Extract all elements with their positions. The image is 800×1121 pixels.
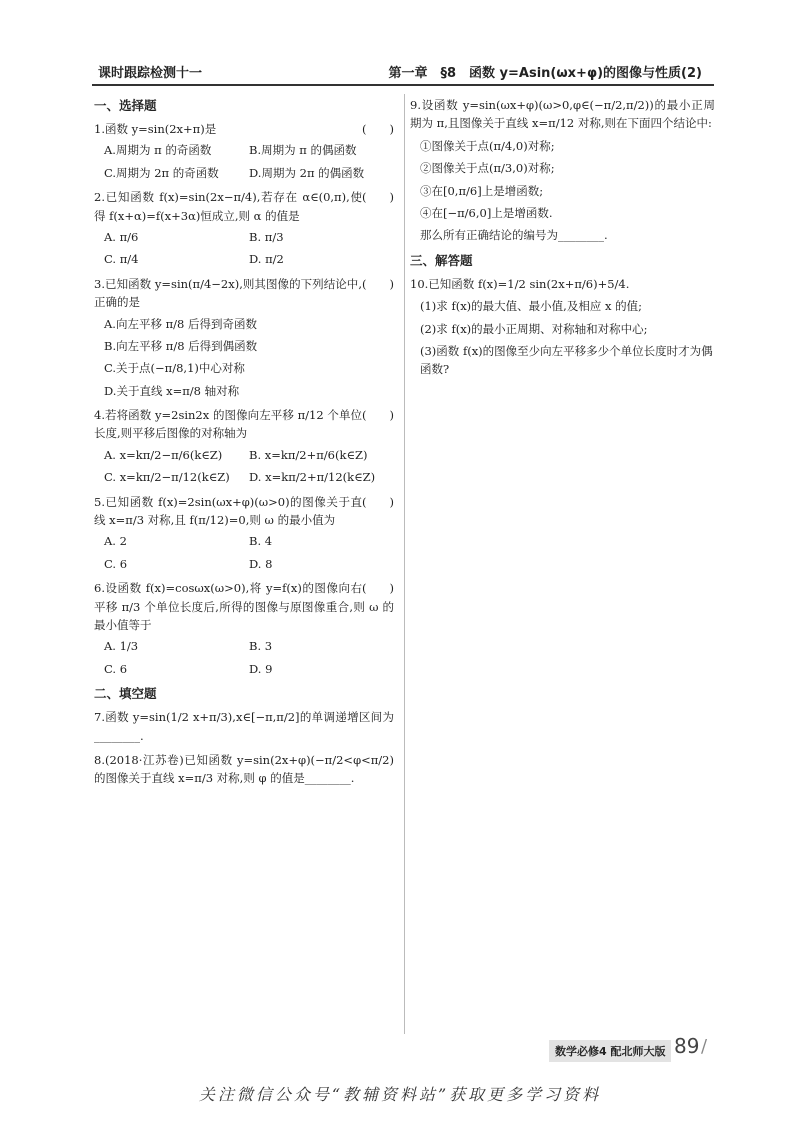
answer-paren: ( ) [362,122,394,136]
section-answer: 三、解答题 [410,252,473,268]
option-d: D. x=kπ/2+π/12(k∈Z) [249,470,376,485]
question-text: 5.已知函数 f(x)=2sin(ωx+φ)(ω>0)的图像关于直线 x=π/3 对称,且 f(π/12)=0,则 ω 的最小值为 [94,494,363,528]
question-8 [94,751,394,788]
question-text: 4.若将函数 y=2sin2x 的图像向左平移 π/12 个单位长度,则平移后图像的对称轴为 [94,408,363,441]
option-b: B. 4 [249,534,273,549]
option-d: D. 9 [249,661,273,676]
question-text: 9.设函数 y=sin(ωx+φ)(ω>0,φ∈(−π/2,π/2))的最小正周期为 π,且图像关于直线 x=π/12 对称,则在下面四个结论中: [410,98,715,131]
option-b: B. 3 [249,639,273,654]
question-10 [410,275,715,379]
question-3 [94,275,394,400]
option-a: A. 1/3 [104,639,139,654]
section-fill: 二、填空题 [94,686,157,702]
option-c: C. 6 [104,661,128,676]
header-right-title: 第一章 §8 函数 y=Asin(ωx+φ)的图像与性质(2) [388,66,702,81]
subquestion-2: (2)求 f(x)的最小正周期、对称轴和对称中心; [420,321,648,336]
option-d: D. π/2 [249,252,284,267]
question-5 [94,493,394,574]
question-text: 3.已知函数 y=sin(π/4−2x),则其图像的下列结论中,正确的是 [94,276,363,310]
right-column [410,94,715,385]
option-c: C. 6 [104,556,128,571]
conclusion-1: ①图像关于点(π/4,0)对称; [420,138,555,153]
question-text: 7.函数 y=sin(1/2 x+π/3),x∈[−π,π/2]的单调递增区间为________. [94,710,394,743]
option-a: A.向左平移 π/8 后得到奇函数 [104,316,258,331]
options [104,315,394,401]
header-left-title: 课时跟踪检测十一 [98,66,203,81]
options [104,637,394,678]
header-rule [92,84,714,86]
answer-paren: ( ) [362,581,394,596]
question-7 [94,708,394,745]
question-1 [94,120,394,182]
question-6 [94,579,394,678]
question-text: 6.设函数 f(x)=cosωx(ω>0),将 y=f(x)的图像向右平移 π/3 个单位长度后,所得的图像与原图像重合,则 ω 的最小值等于 [94,581,394,632]
conclusion-4: ④在[−π/6,0]上是增函数. [420,205,553,220]
question-text: 2.已知函数 f(x)=sin(2x−π/4),若存在 α∈(0,π),使得 f(x+α)=f(x+3α)恒成立,则 α 的值是 [94,190,363,223]
conclusion-prompt: 那么所有正确结论的编号为________. [420,228,608,243]
answer-paren: ( ) [362,276,394,291]
answer-paren: ( ) [362,494,394,509]
option-a: A. 2 [104,534,127,549]
answer-paren: ( ) [362,408,394,423]
option-b: B. π/3 [249,229,284,244]
handwritten-watermark: 关注微信公众号“教辅资料站”获取更多学习资料 [198,1085,602,1104]
option-c: C.关于点(−π/8,1)中心对称 [104,361,245,376]
question-text: 1.函数 y=sin(2x+π)是 [94,122,217,136]
question-2 [94,188,394,269]
question-9 [410,96,715,245]
page-slash-decoration: / [701,1036,708,1057]
option-b: B.周期为 π 的偶函数 [249,143,357,158]
option-a: A. x=kπ/2−π/6(k∈Z) [104,447,223,462]
option-c: C. x=kπ/2−π/12(k∈Z) [104,470,230,485]
option-a: A. π/6 [104,229,139,244]
option-a: A.周期为 π 的奇函数 [104,143,212,158]
option-b: B. x=kπ/2+π/6(k∈Z) [249,447,368,462]
column-divider [404,94,405,1034]
conclusion-3: ③在[0,π/6]上是增函数; [420,183,544,198]
page-number: 89 [674,1034,700,1058]
option-d: D.关于直线 x=π/8 轴对称 [104,383,240,398]
section-choice: 一、选择题 [94,98,157,113]
question-4 [94,406,394,487]
book-badge: 数学必修4 配北师大版 [549,1040,671,1062]
options [104,141,394,182]
option-d: D.周期为 2π 的偶函数 [249,165,365,180]
answer-paren: ( ) [362,190,394,205]
question-text: 8.(2018·江苏卷)已知函数 y=sin(2x+φ)(−π/2<φ<π/2)的图像关于直线 x=π/3 对称,则 φ 的值是________. [94,752,394,786]
conclusion-2: ②图像关于点(π/3,0)对称; [420,161,555,176]
subquestion-1: (1)求 f(x)的最大值、最小值,及相应 x 的值; [420,299,642,314]
option-d: D. 8 [249,556,273,571]
options [104,228,394,269]
left-column [94,94,394,794]
option-c: C. π/4 [104,252,139,267]
options [104,532,394,573]
question-text: 10.已知函数 f(x)=1/2 sin(2x+π/6)+5/4. [410,276,630,291]
option-c: C.周期为 2π 的奇函数 [104,165,219,180]
subquestion-3: (3)函数 f(x)的图像至少向左平移多少个单位长度时才为偶函数? [420,343,713,377]
options [104,446,394,487]
option-b: B.向左平移 π/8 后得到偶函数 [104,338,258,353]
